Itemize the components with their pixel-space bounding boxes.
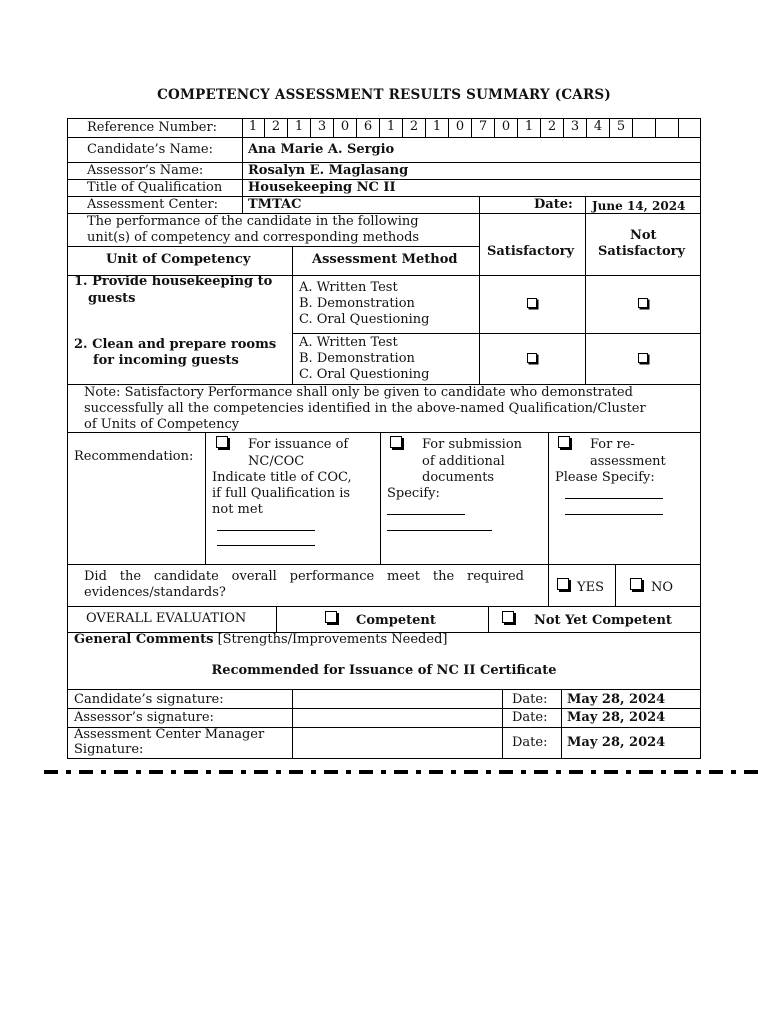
coc-title-line[interactable]: [217, 530, 315, 531]
not-yet-competent-checkbox[interactable]: [502, 611, 514, 623]
column-header-unit: Unit of Competency: [106, 252, 251, 267]
reference-digit: 2: [547, 119, 557, 134]
satisfactory-checkbox[interactable]: [527, 353, 537, 363]
manager-signature-label: Assessment Center Manager: [74, 727, 265, 742]
reference-digit: 3: [317, 119, 327, 134]
general-comments-label: General Comments: [74, 632, 214, 647]
overall-performance-question: [84, 569, 524, 585]
issuance-instruction: Indicate title of COC,: [212, 470, 352, 485]
reference-digit: 2: [271, 119, 281, 134]
reference-digit: 4: [593, 119, 603, 134]
unit-of-competency: 1. Provide housekeeping to: [74, 274, 273, 289]
performance-note: Note: Satisfactory Performance shall only be given to candidate who demonstrated: [84, 385, 633, 400]
signature-date-label: Date:: [512, 735, 548, 750]
column-header-satisfactory: Satisfactory: [487, 244, 575, 259]
candidate-signature-label: Candidate’s signature:: [74, 692, 224, 707]
reference-digit: 7: [478, 119, 488, 134]
submission-checkbox[interactable]: [390, 436, 402, 448]
form-title: COMPETENCY ASSESSMENT RESULTS SUMMARY (CARS): [157, 87, 611, 103]
coc-title-line[interactable]: [217, 545, 315, 546]
assessment-method: C. Oral Questioning: [299, 312, 430, 327]
general-comments-hint: [Strengths/Improvements Needed]: [217, 632, 448, 647]
satisfactory-checkbox[interactable]: [527, 298, 537, 308]
not-yet-competent-label: Not Yet Competent: [534, 613, 672, 628]
overall-performance-question: evidences/standards?: [84, 585, 226, 600]
reference-digit: 0: [455, 119, 465, 134]
assessment-date-label: Date:: [534, 197, 573, 212]
general-comments-text: Recommended for Issuance of NC II Certificate: [211, 663, 557, 678]
competent-checkbox[interactable]: [325, 611, 337, 623]
assessor-name-label: Assessor’s Name:: [87, 163, 204, 178]
assessment-date-value: June 14, 2024: [592, 199, 686, 213]
assessment-center-value: TMTAC: [248, 197, 302, 212]
reference-digit: 1: [248, 119, 258, 134]
candidate-signature-field[interactable]: [293, 690, 501, 708]
reference-digit: 3: [570, 119, 580, 134]
reference-digit: 0: [501, 119, 511, 134]
manager-signature-label: Signature:: [74, 742, 144, 757]
reassessment-specify-line[interactable]: [565, 498, 663, 499]
candidate-name-value: Ana Marie A. Sergio: [248, 142, 395, 157]
issuance-option: NC/COC: [248, 454, 305, 469]
reassessment-specify-line[interactable]: [565, 514, 663, 515]
qualification-label: Title of Qualification: [87, 180, 223, 195]
unit-of-competency: 2. Clean and prepare rooms: [74, 337, 277, 352]
reference-digit: 2: [409, 119, 419, 134]
yes-label: YES: [577, 580, 604, 595]
recommendation-label: Recommendation:: [74, 449, 194, 464]
assessment-method: B. Demonstration: [299, 296, 415, 311]
column-header-not-satisfactory: Not: [630, 228, 657, 243]
issuance-option: For issuance of: [248, 437, 349, 452]
reference-digit: 5: [616, 119, 626, 134]
assessor-signature-date: May 28, 2024: [567, 710, 666, 725]
performance-note: of Units of Competency: [84, 417, 240, 432]
overall-evaluation-label: OVERALL EVALUATION: [86, 611, 247, 626]
submission-option: of additional: [422, 454, 505, 469]
candidate-signature-date: May 28, 2024: [567, 692, 666, 707]
reference-digit: 1: [524, 119, 534, 134]
submission-option: documents: [422, 470, 495, 485]
assessor-name-value: Rosalyn E. Maglasang: [248, 163, 409, 178]
performance-intro: The performance of the candidate in the following: [87, 214, 419, 229]
submission-specify-line[interactable]: [387, 514, 465, 515]
cut-line-divider: [44, 770, 760, 774]
manager-signature-field[interactable]: [293, 728, 501, 758]
reassessment-checkbox[interactable]: [558, 436, 570, 448]
unit-of-competency: for incoming guests: [93, 353, 239, 368]
not-satisfactory-checkbox[interactable]: [638, 353, 648, 363]
general-comments-heading: [74, 632, 447, 648]
performance-note: successfully all the competencies identified in the above-named Qualification/Cluster: [84, 401, 646, 416]
competent-label: Competent: [356, 613, 436, 628]
assessment-center-label: Assessment Center:: [87, 197, 219, 212]
overall-question-text: Did the candidate overall performance meet the required: [84, 569, 524, 584]
yes-checkbox[interactable]: [557, 578, 569, 590]
issuance-instruction: if full Qualification is: [212, 486, 351, 501]
signature-date-label: Date:: [512, 692, 548, 707]
reassessment-option: assessment: [590, 454, 666, 469]
submission-specify-line[interactable]: [387, 530, 492, 531]
signature-date-label: Date:: [512, 710, 548, 725]
reassessment-option: For re-: [590, 437, 635, 452]
reference-digit: 1: [294, 119, 304, 134]
column-header-method: Assessment Method: [312, 252, 458, 267]
reference-digit: 1: [432, 119, 442, 134]
assessor-signature-field[interactable]: [293, 709, 501, 727]
reference-digit: 1: [386, 119, 396, 134]
submission-option: For submission: [422, 437, 523, 452]
issuance-instruction: not met: [212, 502, 263, 517]
reference-number-label: Reference Number:: [87, 120, 218, 135]
reference-digit: 0: [340, 119, 350, 134]
assessment-method: A. Written Test: [299, 335, 398, 350]
column-header-not-satisfactory: Satisfactory: [598, 244, 686, 259]
reference-digit: 6: [363, 119, 373, 134]
qualification-value: Housekeeping NC II: [248, 180, 396, 195]
performance-intro: unit(s) of competency and corresponding methods: [87, 230, 420, 245]
assessment-method: C. Oral Questioning: [299, 367, 430, 382]
no-checkbox[interactable]: [630, 578, 642, 590]
assessment-method: B. Demonstration: [299, 351, 415, 366]
assessor-signature-label: Assessor’s signature:: [74, 710, 214, 725]
issuance-checkbox[interactable]: [216, 436, 228, 448]
no-label: NO: [651, 580, 674, 595]
assessment-method: A. Written Test: [299, 280, 398, 295]
unit-of-competency: guests: [88, 291, 136, 306]
reassessment-specify-label: Please Specify:: [555, 470, 655, 485]
candidate-name-label: Candidate’s Name:: [87, 142, 214, 157]
not-satisfactory-checkbox[interactable]: [638, 298, 648, 308]
manager-signature-date: May 28, 2024: [567, 735, 666, 750]
submission-specify-label: Specify:: [387, 486, 440, 501]
